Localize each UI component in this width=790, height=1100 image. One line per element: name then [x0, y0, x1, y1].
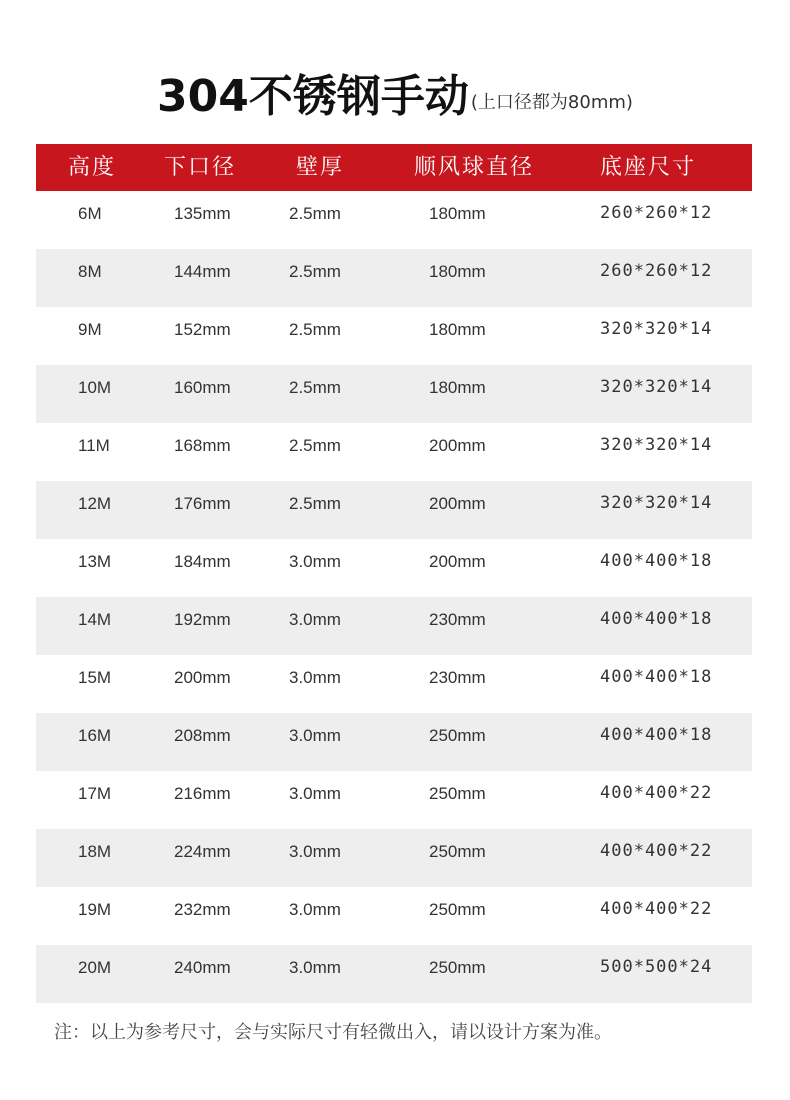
cell-base-size: 400*400*22	[600, 783, 713, 803]
cell-base-size: 400*400*18	[600, 667, 713, 687]
cell-height: 11M	[78, 436, 110, 455]
cell-height: 14M	[78, 610, 112, 629]
cell-bottom-diameter: 216mm	[174, 784, 231, 803]
cell-base-size: 500*500*24	[600, 957, 713, 977]
cell-wall-thickness: 3.0mm	[289, 784, 341, 803]
cell-wall-thickness: 3.0mm	[289, 668, 341, 687]
cell-height: 10M	[78, 378, 112, 397]
cell-wall-thickness: 2.5mm	[289, 262, 341, 281]
cell-ball-diameter: 200mm	[429, 436, 486, 455]
cell-ball-diameter: 200mm	[429, 494, 486, 513]
cell-height: 15M	[78, 668, 112, 687]
header-base-size: 底座尺寸	[600, 155, 697, 180]
header-wall-thickness: 壁厚	[296, 155, 345, 180]
cell-base-size: 400*400*18	[600, 609, 713, 629]
cell-base-size: 320*320*14	[600, 493, 713, 513]
cell-ball-diameter: 250mm	[429, 726, 486, 745]
table-row	[36, 597, 752, 655]
cell-ball-diameter: 230mm	[429, 668, 486, 687]
cell-ball-diameter: 180mm	[429, 204, 486, 223]
cell-bottom-diameter: 160mm	[174, 378, 231, 397]
table-body	[36, 191, 752, 1003]
cell-height: 20M	[78, 958, 112, 977]
cell-bottom-diameter: 184mm	[174, 552, 231, 571]
cell-wall-thickness: 2.5mm	[289, 436, 341, 455]
header-bottom-diameter: 下口径	[164, 155, 237, 180]
cell-height: 17M	[78, 784, 112, 803]
table-header	[36, 144, 752, 191]
cell-base-size: 320*320*14	[600, 377, 713, 397]
cell-wall-thickness: 2.5mm	[289, 494, 341, 513]
table-row	[36, 423, 752, 481]
table-row	[36, 829, 752, 887]
cell-ball-diameter: 180mm	[429, 320, 486, 339]
page-title: 304不锈钢手动	[157, 71, 469, 122]
cell-height: 16M	[78, 726, 112, 745]
table-row	[36, 655, 752, 713]
cell-bottom-diameter: 152mm	[174, 320, 231, 339]
cell-height: 19M	[78, 900, 112, 919]
cell-wall-thickness: 3.0mm	[289, 958, 341, 977]
cell-bottom-diameter: 168mm	[174, 436, 231, 455]
cell-wall-thickness: 3.0mm	[289, 842, 341, 861]
cell-bottom-diameter: 224mm	[174, 842, 231, 861]
cell-base-size: 400*400*22	[600, 899, 713, 919]
cell-wall-thickness: 2.5mm	[289, 320, 341, 339]
cell-height: 18M	[78, 842, 112, 861]
cell-ball-diameter: 250mm	[429, 900, 486, 919]
cell-base-size: 400*400*18	[600, 725, 713, 745]
cell-height: 6M	[78, 204, 102, 223]
cell-ball-diameter: 230mm	[429, 610, 486, 629]
cell-wall-thickness: 3.0mm	[289, 726, 341, 745]
cell-bottom-diameter: 200mm	[174, 668, 231, 687]
table-row	[36, 191, 752, 249]
cell-bottom-diameter: 176mm	[174, 494, 231, 513]
table-row	[36, 307, 752, 365]
cell-base-size: 320*320*14	[600, 319, 713, 339]
cell-wall-thickness: 2.5mm	[289, 378, 341, 397]
cell-ball-diameter: 250mm	[429, 958, 486, 977]
table-row	[36, 481, 752, 539]
header-ball-diameter: 顺风球直径	[414, 155, 535, 180]
table-row	[36, 539, 752, 597]
title-row	[0, 62, 790, 122]
cell-bottom-diameter: 208mm	[174, 726, 231, 745]
cell-wall-thickness: 3.0mm	[289, 552, 341, 571]
cell-wall-thickness: 3.0mm	[289, 610, 341, 629]
table-row	[36, 365, 752, 423]
cell-wall-thickness: 3.0mm	[289, 900, 341, 919]
cell-wall-thickness: 2.5mm	[289, 204, 341, 223]
cell-ball-diameter: 250mm	[429, 784, 486, 803]
cell-bottom-diameter: 192mm	[174, 610, 231, 629]
cell-bottom-diameter: 135mm	[174, 204, 231, 223]
cell-bottom-diameter: 240mm	[174, 958, 231, 977]
cell-height: 13M	[78, 552, 112, 571]
cell-ball-diameter: 200mm	[429, 552, 486, 571]
cell-ball-diameter: 180mm	[429, 262, 486, 281]
footnote: 注：以上为参考尺寸，会与实际尺寸有轻微出入，请以设计方案为准。	[54, 1022, 612, 1043]
header-height: 高度	[68, 155, 117, 180]
table-row	[36, 945, 752, 1003]
spec-table	[36, 144, 752, 1003]
cell-height: 12M	[78, 494, 112, 513]
cell-ball-diameter: 180mm	[429, 378, 486, 397]
table-row	[36, 771, 752, 829]
cell-base-size: 320*320*14	[600, 435, 713, 455]
cell-ball-diameter: 250mm	[429, 842, 486, 861]
table-row	[36, 249, 752, 307]
table-row	[36, 887, 752, 945]
table-row	[36, 713, 752, 771]
cell-base-size: 400*400*18	[600, 551, 713, 571]
cell-bottom-diameter: 144mm	[174, 262, 231, 281]
cell-height: 8M	[78, 262, 102, 281]
cell-height: 9M	[78, 320, 102, 339]
cell-base-size: 260*260*12	[600, 203, 713, 223]
cell-bottom-diameter: 232mm	[174, 900, 231, 919]
page-subtitle: (上口径都为80mm)	[470, 92, 633, 113]
cell-base-size: 260*260*12	[600, 261, 713, 281]
cell-base-size: 400*400*22	[600, 841, 713, 861]
